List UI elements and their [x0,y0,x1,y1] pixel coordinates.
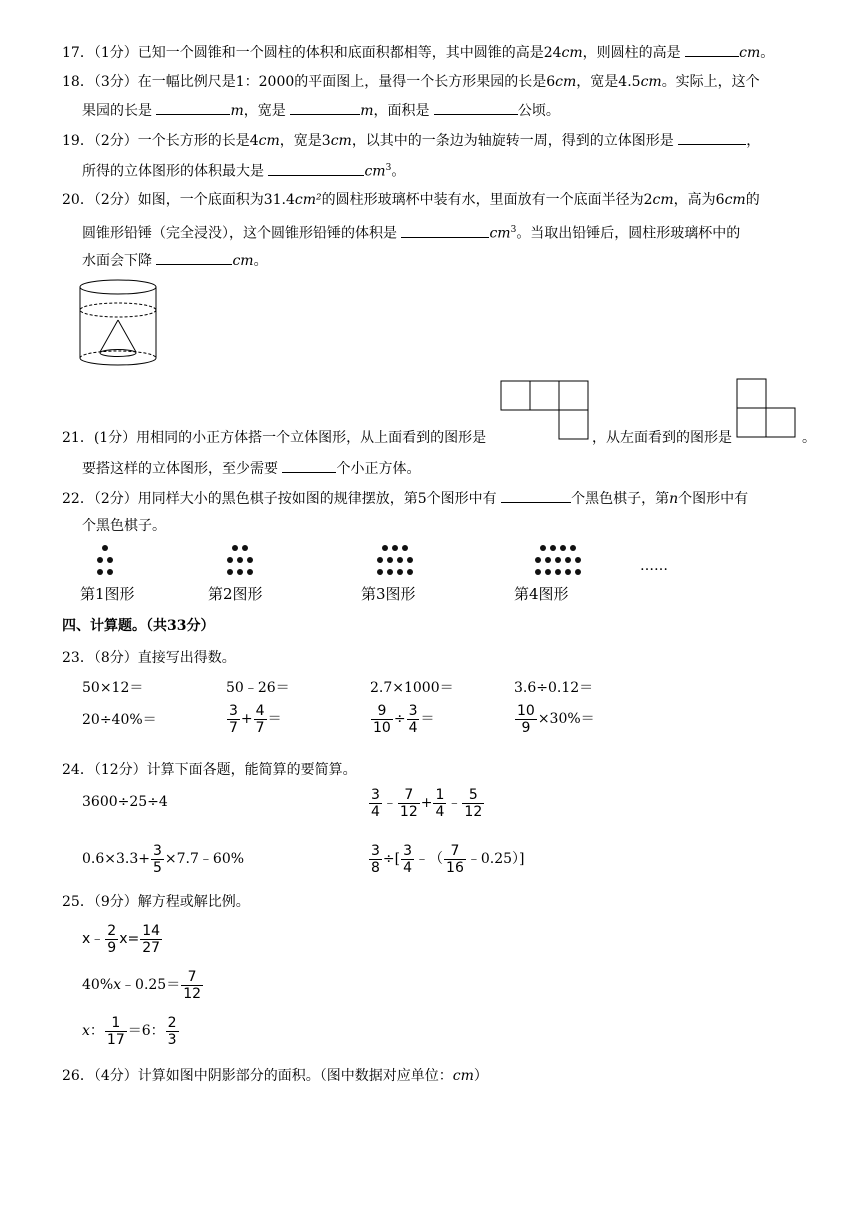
numerator: 3 [229,702,238,719]
ellipsis [640,556,668,576]
q23-r1-b [226,678,290,698]
numerator: 3 [153,842,162,859]
fraction [401,843,414,876]
expr: 40% [82,977,114,993]
q18-width-label: ，宽是 [243,103,286,119]
operator: + [240,711,253,727]
q23-title: 23．（8分）直接写出得数。 [62,650,236,666]
numerator: 10 [517,702,535,719]
q18-line1 [62,72,760,92]
chess-piece [550,545,556,551]
q20-line2 [82,220,740,244]
label-4: 第4图形 [514,585,569,603]
q19-text-2: 所得的立体图形的体积最大是 [82,163,264,180]
superscript: 3 [385,163,392,173]
q26-end: ） [473,1068,488,1084]
figure-label-2 [208,584,263,604]
numerator: 7 [444,843,466,860]
expr: x﹣ [82,931,105,947]
q18-text: 18．（3分）在一幅比例尺是1：2000的平面图上，量得一个长方形果园的长是6 [62,74,556,90]
operator: ﹣（ [415,851,444,867]
q19-text-c: ，以其中的一条边为轴旋转一周，得到的立体图形是 [351,133,674,149]
unit: cm [724,192,746,208]
q17-end: 。 [760,45,775,61]
denominator: 5 [153,859,162,876]
fraction [369,843,382,876]
chess-piece [387,557,393,563]
fraction [105,1015,127,1048]
chess-piece [545,569,551,575]
q20-end: 。 [253,253,268,269]
answer-blank[interactable] [434,100,518,115]
cylinder-cone-figure [74,278,164,372]
equals: ＝ [420,711,435,727]
chess-piece [407,557,413,563]
q21-text-mid: ，从左面看到的图形是 [592,430,732,446]
fraction [227,703,240,736]
expr: 2.7×1000＝ [370,680,454,696]
unit: cm [640,74,662,90]
numerator: 7 [398,787,420,804]
unit: cm² [294,192,322,208]
answer-blank[interactable] [678,130,746,145]
denominator: 17 [106,1031,125,1048]
denominator: 27 [142,939,161,956]
denominator: 8 [371,859,380,876]
chess-piece [232,545,238,551]
fraction [407,703,420,736]
fraction [433,787,446,820]
chess-piece [555,557,561,563]
chess-piece [540,545,546,551]
chess-piece [565,569,571,575]
unit: cm [258,133,280,149]
label-2: 第2图形 [208,585,263,603]
denominator: 3 [167,1031,177,1048]
q18-unit: 公顷。 [517,103,560,119]
chess-piece [107,557,113,563]
denominator: 4 [435,803,445,820]
q25-e3 [82,1014,180,1048]
denominator: 4 [408,719,418,736]
superscript: 3 [510,225,517,235]
q25-e2 [82,968,204,1002]
expr: 3.6÷0.12＝ [514,680,594,696]
q18-area-label: ，面积是 [373,103,430,119]
expr: ﹣0.25）] [466,851,525,867]
fraction [369,787,382,820]
q24-head [62,760,357,780]
ellipsis-text: …… [640,558,668,574]
chess-piece [247,557,253,563]
q26 [62,1066,488,1086]
q20-line3 [82,250,268,271]
denominator: 4 [371,803,380,820]
chess-piece [555,569,561,575]
q20-text-2: 圆锥形铅锤（完全浸没），这个圆锥形铅锤的体积是 [82,225,397,242]
q21-text-2: 要搭这样的立体图形，至少需要 [82,461,278,477]
q25-head [62,892,250,912]
q23-r2-a [82,710,157,730]
label-1: 第1图形 [80,585,135,603]
numerator: 3 [403,842,413,859]
fraction [444,843,466,876]
variable-x: x [82,1023,90,1039]
chess-piece [560,545,566,551]
expr: ×7.7﹣60% [164,851,245,867]
q19-text-b: ，宽是3 [279,133,331,149]
q24-b [368,786,485,820]
chess-piece [237,569,243,575]
denominator: 16 [446,859,464,876]
comma: ， [746,133,761,149]
answer-blank[interactable] [268,161,364,176]
denominator: 12 [399,803,418,820]
denominator: 7 [255,719,265,736]
chess-piece [575,557,581,563]
chess-piece [545,557,551,563]
q23-r1-c [370,678,454,698]
numerator: 4 [255,702,265,719]
q20-text: 20．（2分）如图，一个底面积为31.4 [62,192,295,208]
answer-blank[interactable] [401,223,489,238]
unit: cm [555,74,577,90]
unit: m [360,103,374,119]
chess-piece [407,569,413,575]
denominator: 7 [229,719,238,736]
q17-text-2: ，则圆柱的高是 [582,45,681,61]
q18-text-c: 。实际上，这个 [661,74,760,90]
fraction [371,703,393,736]
chess-piece [535,569,541,575]
chess-piece [242,545,248,551]
chess-piece [392,545,398,551]
section-title [62,616,214,636]
numerator: 1 [105,1015,127,1032]
q21-period: 。 [802,430,816,446]
expr: ： [89,1023,104,1039]
q19-line2 [82,158,405,182]
chess-piece [227,557,233,563]
answer-blank[interactable] [282,458,336,473]
expr: 50×12＝ [82,680,144,696]
answer-blank[interactable] [685,42,739,57]
q26-text: 26．（4分）计算如图中阴影部分的面积。（图中数据对应单位： [62,1068,453,1084]
chess-piece [397,557,403,563]
chess-piece [397,569,403,575]
figure-label-4 [514,584,569,604]
operator: ÷ [393,711,406,727]
q22-text-c: 个图形中有 [678,491,749,507]
chess-piece [227,569,233,575]
unit: cm [739,45,761,61]
unit: cm [561,45,583,61]
operator: ×30%＝ [537,711,595,727]
numerator: 5 [462,787,484,804]
expr: ﹣0.25＝ [121,977,181,993]
fraction [105,923,118,956]
numerator: 1 [435,786,445,803]
q24-a [82,792,168,812]
expr: 0.6×3.3+ [82,851,150,867]
numerator: 14 [142,922,161,939]
numerator: 2 [167,1014,177,1031]
operator: + [420,795,433,811]
figure-label-3 [361,584,416,604]
chess-piece [382,545,388,551]
unit: cm [364,163,386,180]
answer-blank[interactable] [156,250,232,265]
q22-text-b: 个黑色棋子，第 [571,491,670,507]
variable-x: x [113,977,122,993]
answer-blank[interactable] [501,488,571,503]
answer-blank[interactable] [156,100,230,115]
chess-piece [565,557,571,563]
q22-line1 [62,488,748,509]
denominator: 9 [521,719,531,736]
q19-end: 。 [391,163,406,180]
q20-text-2b: 。当取出铅锤后，圆柱形玻璃杯中的 [516,225,741,242]
q21-end [802,428,816,448]
section-4-title: 四、计算题。（共33分） [62,618,215,634]
fraction [462,787,484,820]
chess-piece [97,557,103,563]
expr: 3600÷25÷4 [82,794,168,810]
q24-c [82,842,244,876]
unit: cm [489,225,511,242]
expr: 20÷40%＝ [82,712,157,728]
fraction [151,843,164,876]
fraction [254,703,267,736]
numerator: 3 [371,786,380,803]
denominator: 12 [464,803,483,820]
q23-r1-d [514,678,593,698]
q18-length-label: 果园的长是 [82,103,152,119]
q24-title: 24．（12分）计算下面各题，能简算的要简算。 [62,762,357,778]
q20-text-d: 的 [745,192,760,208]
left-view-figure [736,378,800,440]
q22-line2 [82,516,166,536]
q21-line2 [82,458,420,479]
denominator: 10 [373,719,391,736]
q23-r2-c [370,702,434,736]
answer-blank[interactable] [290,100,360,115]
q22-text-2: 个黑色棋子。 [82,518,166,534]
fraction [140,923,162,956]
q23-r1-a [82,678,143,698]
chess-piece [102,545,108,551]
q23-head [62,648,236,668]
denominator: 12 [183,985,202,1002]
chess-piece [570,545,576,551]
top-view-figure [500,380,592,442]
q25-title: 25．（9分）解方程或解比例。 [62,894,250,910]
fraction [515,703,537,736]
unit: cm [232,253,254,269]
q20-line1 [62,190,760,210]
numerator: 7 [181,969,203,986]
chess-piece [402,545,408,551]
unit: cm [452,1068,474,1084]
denominator: 4 [403,859,413,876]
q20-text-3: 水面会下降 [82,253,152,269]
q17-text: 17．（1分）已知一个圆锥和一个圆柱的体积和底面积都相等，其中圆锥的高是24 [62,45,562,61]
q22-text: 22．（2分）用同样大小的黑色棋子按如图的规律摆放，第5个图形中有 [62,491,497,507]
q18-text-b: ，宽是4.5 [576,74,641,90]
numerator: 3 [371,842,380,859]
q20-text-c: ，高为6 [673,192,725,208]
unit: cm [330,133,352,149]
chess-piece [107,569,113,575]
q23-r2-b [226,702,282,736]
q19-text: 19．（2分）一个长方形的长是4 [62,133,259,149]
numerator: 2 [107,922,117,939]
chess-piece [575,569,581,575]
expr: 50﹣26＝ [226,680,290,696]
chess-piece [377,569,383,575]
fraction [166,1015,179,1048]
q25-e1 [82,922,163,956]
chess-piece [97,569,103,575]
chess-pattern-figure [80,540,620,580]
variable-n: n [669,491,679,507]
label-3: 第3图形 [361,585,416,603]
q18-line2 [82,100,560,121]
expr: ＝6： [127,1023,165,1039]
chess-piece [237,557,243,563]
figure-label-1 [80,584,135,604]
unit: cm [652,192,674,208]
operator: ﹣ [447,795,462,811]
numerator: 9 [371,703,393,720]
denominator: 9 [107,939,117,956]
fraction [181,969,203,1002]
q21-mid [592,428,732,448]
numerator: 3 [408,702,418,719]
q21-line1 [62,428,486,448]
q23-r2-d [514,702,595,736]
q24-d [368,842,525,876]
chess-piece [387,569,393,575]
expr: x= [119,931,140,947]
operator: ÷[ [382,851,401,867]
unit: m [230,103,244,119]
operator: ﹣ [382,795,397,811]
chess-piece [535,557,541,563]
q21-text-2b: 个小正方体。 [336,461,421,477]
equals: ＝ [267,711,282,727]
chess-piece [377,557,383,563]
q19-line1 [62,130,760,151]
fraction [398,787,420,820]
q17 [62,42,774,63]
chess-piece [247,569,253,575]
q20-text-b: 的圆柱形玻璃杯中装有水，里面放有一个底面半径为2 [321,192,653,208]
q21-text: 21．(1分）用相同的小正方体搭一个立体图形，从上面看到的图形是 [62,430,487,446]
